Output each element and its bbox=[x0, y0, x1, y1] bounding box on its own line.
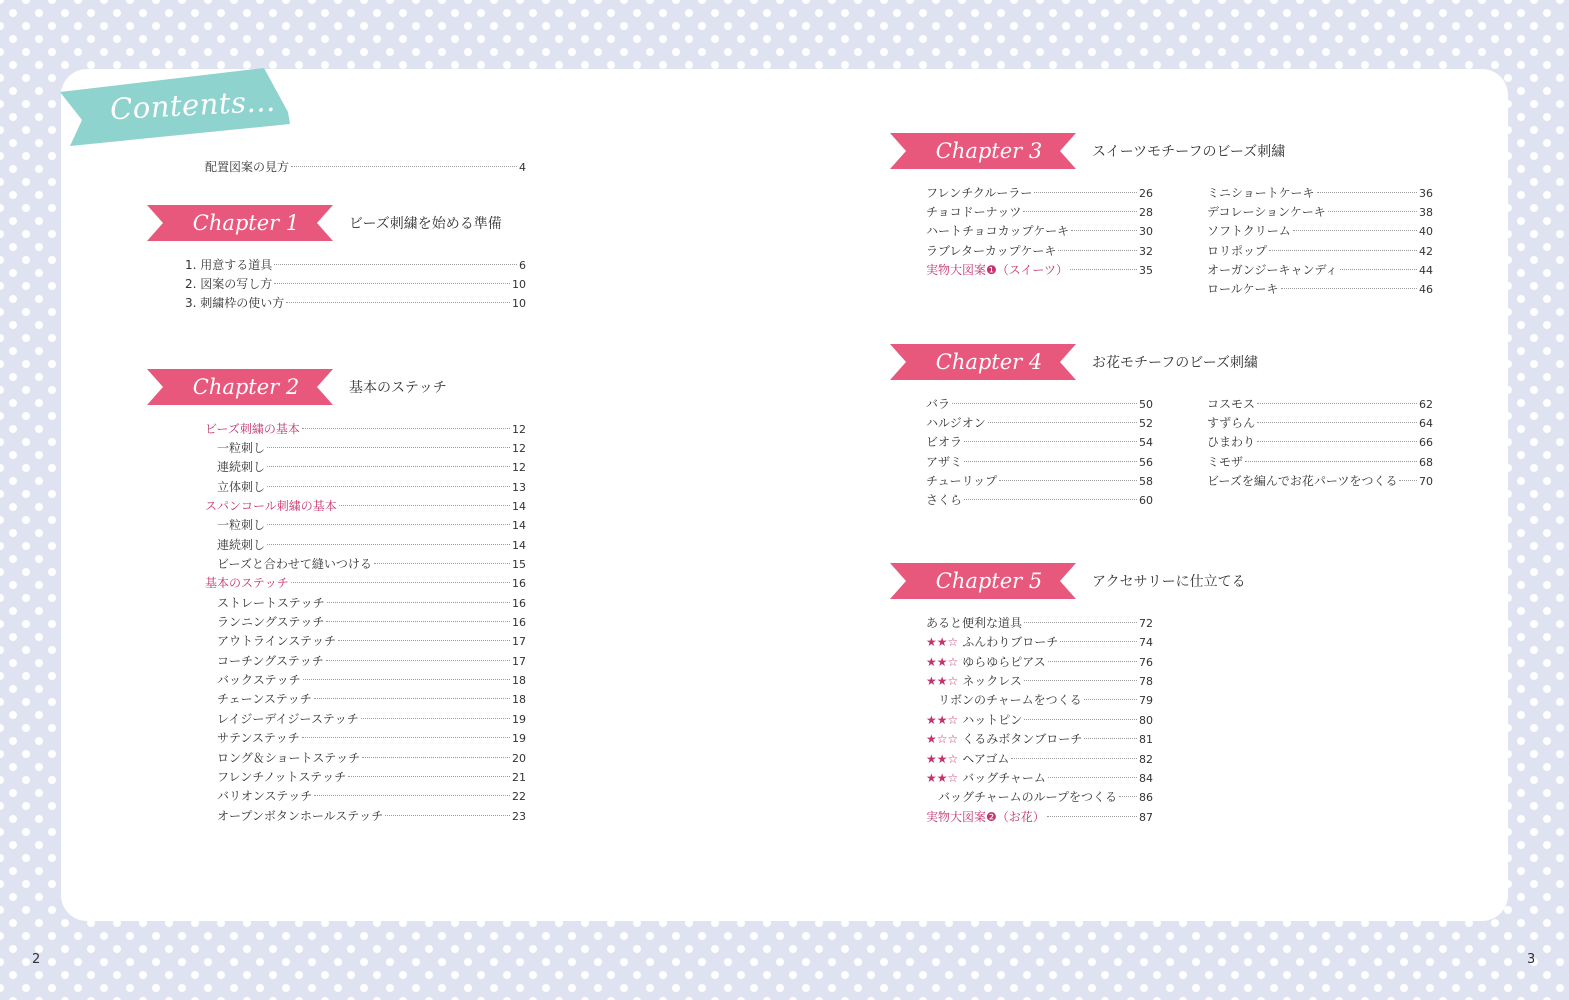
toc-entry[interactable] bbox=[926, 633, 1153, 652]
toc-entry-pattern[interactable] bbox=[926, 261, 1153, 280]
difficulty-stars: ★★☆ bbox=[926, 635, 959, 649]
toc-entry-label: 立体刺し bbox=[217, 480, 266, 494]
toc-section-heading[interactable] bbox=[205, 420, 526, 439]
toc-entry-label: 実物大図案❷（お花） bbox=[926, 810, 1045, 824]
dot-leader bbox=[303, 679, 510, 680]
toc-entry-page: 68 bbox=[1419, 456, 1433, 469]
toc-entry-label: ミモザ bbox=[1207, 455, 1244, 469]
toc-entry-page: 18 bbox=[512, 693, 526, 706]
toc-entry-page: 72 bbox=[1139, 617, 1153, 630]
chapter-2-header bbox=[147, 369, 687, 405]
toc-entry[interactable] bbox=[217, 555, 526, 574]
toc-entry-page: 4 bbox=[519, 161, 526, 174]
dot-leader bbox=[1084, 738, 1137, 739]
toc-entry-page: 70 bbox=[1419, 475, 1433, 488]
toc-entry[interactable] bbox=[938, 788, 1153, 807]
toc-entry-label: フレンチクルーラー bbox=[926, 186, 1033, 200]
dot-leader bbox=[326, 621, 510, 622]
toc-entry-pattern[interactable] bbox=[926, 808, 1153, 827]
chapter-2-title: 基本のステッチ bbox=[349, 380, 447, 396]
toc-entry-page: 76 bbox=[1139, 656, 1153, 669]
dot-leader bbox=[1058, 250, 1137, 251]
toc-entry[interactable] bbox=[217, 652, 526, 671]
toc-entry-label: コーチングステッチ bbox=[217, 654, 324, 668]
toc-entry-label: ヘアゴム bbox=[962, 752, 1010, 766]
toc-entry-page: 35 bbox=[1139, 264, 1153, 277]
page-number-left: 2 bbox=[32, 952, 41, 967]
dot-leader bbox=[326, 660, 510, 661]
toc-entry-page: 78 bbox=[1139, 675, 1153, 688]
toc-entry-label: くるみボタンブローチ bbox=[962, 732, 1083, 746]
toc-entry[interactable] bbox=[926, 242, 1153, 261]
toc-entry-label: サテンステッチ bbox=[217, 731, 300, 745]
dot-leader bbox=[999, 480, 1137, 481]
dot-leader bbox=[988, 422, 1137, 423]
toc-entry-label: ひまわり bbox=[1207, 435, 1256, 449]
dot-leader bbox=[1024, 719, 1137, 720]
toc-entry-page: 15 bbox=[512, 558, 526, 571]
toc-entry-label: 一粒刺し bbox=[217, 441, 266, 455]
dot-leader bbox=[267, 447, 510, 448]
dot-leader bbox=[374, 563, 510, 564]
toc-entry-label: すずらん bbox=[1207, 416, 1256, 430]
toc-entry[interactable] bbox=[217, 516, 526, 535]
toc-entry-page: 23 bbox=[512, 810, 526, 823]
toc-entry-label: リボンのチャームをつくる bbox=[938, 693, 1082, 707]
toc-entry-page: 81 bbox=[1139, 733, 1153, 746]
toc-entry-label: ゆらゆらピアス bbox=[962, 655, 1046, 669]
toc-entry[interactable] bbox=[926, 414, 1153, 433]
toc-entry-label: 基本のステッチ bbox=[205, 576, 289, 590]
toc-entry-label: アウトラインステッチ bbox=[217, 634, 337, 648]
toc-entry-page: 58 bbox=[1139, 475, 1153, 488]
toc-entry-page: 80 bbox=[1139, 714, 1153, 727]
toc-entry-page: 10 bbox=[512, 278, 526, 291]
toc-entry[interactable] bbox=[217, 749, 526, 768]
toc-entry-label: スパンコール刺繍の基本 bbox=[205, 499, 337, 513]
toc-entry-page: 17 bbox=[512, 655, 526, 668]
dot-leader bbox=[314, 795, 510, 796]
toc-entry[interactable] bbox=[1207, 453, 1433, 472]
dot-leader bbox=[1048, 777, 1137, 778]
toc-entry-label: チューリップ bbox=[926, 474, 998, 488]
toc-entry-page: 56 bbox=[1139, 456, 1153, 469]
dot-leader bbox=[385, 815, 510, 816]
toc-entry[interactable] bbox=[185, 294, 526, 313]
toc-entry[interactable] bbox=[926, 472, 1153, 491]
dot-leader bbox=[1084, 699, 1137, 700]
toc-entry-page: 14 bbox=[512, 539, 526, 552]
difficulty-stars: ★☆☆ bbox=[926, 732, 959, 746]
chapter-1-label: Chapter 1 bbox=[192, 211, 300, 235]
dot-leader bbox=[1070, 269, 1137, 270]
toc-entry[interactable] bbox=[1207, 280, 1433, 299]
contents-title-ribbon bbox=[60, 66, 292, 148]
chapter-3-label: Chapter 3 bbox=[935, 139, 1043, 163]
dot-leader bbox=[362, 757, 510, 758]
dot-leader bbox=[1399, 480, 1417, 481]
toc-entry[interactable] bbox=[217, 439, 526, 458]
chapter-4-title: お花モチーフのビーズ刺繍 bbox=[1092, 355, 1259, 371]
dot-leader bbox=[267, 524, 510, 525]
toc-entry[interactable] bbox=[1207, 242, 1433, 261]
toc-entry[interactable] bbox=[926, 730, 1153, 749]
dot-leader bbox=[291, 166, 517, 167]
dot-leader bbox=[338, 640, 510, 641]
toc-entry-page: 16 bbox=[512, 577, 526, 590]
dot-leader bbox=[267, 544, 510, 545]
toc-entry[interactable] bbox=[217, 768, 526, 787]
dot-leader bbox=[302, 737, 510, 738]
toc-entry-label: バックステッチ bbox=[217, 673, 301, 687]
dot-leader bbox=[1269, 250, 1417, 251]
toc-entry[interactable] bbox=[1207, 395, 1433, 414]
toc-entry-label: バラ bbox=[926, 397, 951, 411]
toc-entry-label: ふんわりブローチ bbox=[962, 635, 1059, 649]
toc-entry-label: レイジーデイジーステッチ bbox=[217, 712, 359, 726]
toc-entry-label: 2. 図案の写し方 bbox=[185, 277, 273, 291]
toc-entry-page: 6 bbox=[519, 259, 526, 272]
toc-entry-page: 74 bbox=[1139, 636, 1153, 649]
toc-entry-label: ロールケーキ bbox=[1207, 282, 1279, 296]
toc-entry-label: ネックレス bbox=[962, 674, 1022, 688]
toc-entry-page: 12 bbox=[512, 423, 526, 436]
toc-entry-label: ランニングステッチ bbox=[217, 615, 325, 629]
toc-entry-page: 18 bbox=[512, 674, 526, 687]
toc-entry-page: 79 bbox=[1139, 694, 1153, 707]
toc-entry-label: 連続刺し bbox=[217, 538, 266, 552]
toc-entry-page: 87 bbox=[1139, 811, 1153, 824]
dot-leader bbox=[1047, 816, 1137, 817]
toc-entry-page: 44 bbox=[1419, 264, 1433, 277]
difficulty-stars: ★★☆ bbox=[926, 655, 959, 669]
toc-entry-page: 42 bbox=[1419, 245, 1433, 258]
toc-entry-label: アザミ bbox=[926, 455, 963, 469]
toc-entry-page: 40 bbox=[1419, 225, 1433, 238]
toc-entry-page: 50 bbox=[1139, 398, 1153, 411]
dot-leader bbox=[1328, 211, 1417, 212]
toc-entry[interactable] bbox=[1207, 433, 1433, 452]
dot-leader bbox=[1281, 288, 1417, 289]
toc-entry-label: デコレーションケーキ bbox=[1207, 205, 1326, 219]
dot-leader bbox=[1060, 641, 1137, 642]
toc-entry-label: ソフトクリーム bbox=[1207, 224, 1291, 238]
toc-entry-page: 14 bbox=[512, 500, 526, 513]
dot-leader bbox=[1257, 441, 1417, 442]
toc-entry[interactable] bbox=[217, 729, 526, 748]
toc-entry-label: オープンボタンホールステッチ bbox=[217, 809, 384, 823]
toc-entry[interactable] bbox=[1207, 472, 1433, 491]
toc-entry[interactable] bbox=[926, 711, 1153, 730]
toc-entry-page: 82 bbox=[1139, 753, 1153, 766]
chapter-4-label: Chapter 4 bbox=[935, 350, 1043, 374]
difficulty-stars: ★★☆ bbox=[926, 771, 959, 785]
dot-leader bbox=[361, 718, 510, 719]
toc-entry[interactable] bbox=[926, 769, 1153, 788]
toc-entry[interactable] bbox=[217, 478, 526, 497]
toc-entry-page: 54 bbox=[1139, 436, 1153, 449]
difficulty-stars: ★★☆ bbox=[926, 752, 959, 766]
chapter-1-title: ビーズ刺繍を始める準備 bbox=[349, 216, 502, 232]
toc-entry[interactable] bbox=[217, 458, 526, 477]
toc-entry[interactable] bbox=[938, 691, 1153, 710]
toc-entry[interactable] bbox=[1207, 222, 1433, 241]
toc-entry[interactable] bbox=[1207, 184, 1433, 203]
toc-entry-label: フレンチノットステッチ bbox=[217, 770, 347, 784]
toc-entry-page: 30 bbox=[1139, 225, 1153, 238]
toc-entry-label: ミニショートケーキ bbox=[1207, 186, 1315, 200]
toc-entry-label: 1. 用意する道具 bbox=[185, 258, 273, 272]
toc-entry-label: 連続刺し bbox=[217, 460, 266, 474]
toc-entry-label: あると便利な道具 bbox=[926, 616, 1023, 630]
difficulty-stars: ★★☆ bbox=[926, 713, 959, 727]
toc-entry[interactable] bbox=[926, 395, 1153, 414]
toc-entry-page: 52 bbox=[1139, 417, 1153, 430]
toc-entry-label: ビーズ刺繍の基本 bbox=[205, 422, 300, 436]
toc-entry-label: ラブレターカップケーキ bbox=[926, 244, 1057, 258]
dot-leader bbox=[327, 602, 510, 603]
toc-entry-page: 14 bbox=[512, 519, 526, 532]
toc-entry-page: 20 bbox=[512, 752, 526, 765]
dot-leader bbox=[1257, 422, 1417, 423]
toc-entry[interactable] bbox=[185, 256, 526, 275]
contents-title: Contents... bbox=[109, 83, 277, 127]
toc-entry-label: ストレートステッチ bbox=[217, 596, 325, 610]
toc-entry[interactable] bbox=[926, 184, 1153, 203]
toc-entry-page: 38 bbox=[1419, 206, 1433, 219]
toc-entry[interactable] bbox=[1207, 414, 1433, 433]
chapter-3-header bbox=[890, 133, 1430, 169]
dot-leader bbox=[267, 466, 510, 467]
dot-leader bbox=[274, 264, 517, 265]
toc-entry[interactable] bbox=[185, 275, 526, 294]
toc-entry-label: ビーズと合わせて縫いつける bbox=[217, 557, 372, 571]
toc-entry-label: ロング＆ショートステッチ bbox=[217, 751, 361, 765]
chapter-5-label: Chapter 5 bbox=[935, 569, 1043, 593]
dot-leader bbox=[286, 302, 510, 303]
dot-leader bbox=[274, 283, 510, 284]
toc-entry[interactable] bbox=[926, 491, 1153, 510]
toc-entry-label: バッグチャーム bbox=[962, 771, 1046, 785]
dot-leader bbox=[339, 505, 510, 506]
dot-leader bbox=[291, 582, 510, 583]
toc-entry-page: 46 bbox=[1419, 283, 1433, 296]
toc-entry[interactable] bbox=[1207, 261, 1433, 280]
toc-entry-page: 21 bbox=[512, 771, 526, 784]
toc-entry-page: 16 bbox=[512, 616, 526, 629]
dot-leader bbox=[952, 403, 1137, 404]
toc-entry-label: ハットピン bbox=[962, 713, 1023, 727]
toc-entry[interactable] bbox=[926, 614, 1153, 633]
toc-section-heading[interactable] bbox=[205, 497, 526, 516]
toc-entry[interactable] bbox=[926, 750, 1153, 769]
toc-entry-page: 86 bbox=[1139, 791, 1153, 804]
toc-entry-page: 64 bbox=[1419, 417, 1433, 430]
dot-leader bbox=[1293, 230, 1417, 231]
toc-entry-page: 84 bbox=[1139, 772, 1153, 785]
toc-entry-page: 36 bbox=[1419, 187, 1433, 200]
toc-entry-page: 17 bbox=[512, 635, 526, 648]
toc-entry[interactable] bbox=[926, 672, 1153, 691]
dot-leader bbox=[302, 428, 510, 429]
toc-entry-label: 配置図案の見方 bbox=[205, 160, 290, 174]
dot-leader bbox=[964, 441, 1137, 442]
dot-leader bbox=[1034, 192, 1137, 193]
toc-entry-label: 3. 刺繍枠の使い方 bbox=[185, 296, 285, 310]
dot-leader bbox=[267, 486, 510, 487]
toc-entry-page: 16 bbox=[512, 597, 526, 610]
toc-entry-page: 13 bbox=[512, 481, 526, 494]
dot-leader bbox=[964, 499, 1137, 500]
toc-entry-label: バッグチャームのループをつくる bbox=[938, 790, 1118, 804]
toc-entry-label: 一粒刺し bbox=[217, 518, 266, 532]
dot-leader bbox=[964, 461, 1137, 462]
dot-leader bbox=[1023, 211, 1137, 212]
dot-leader bbox=[314, 698, 510, 699]
toc-entry-label: バリオンステッチ bbox=[217, 789, 313, 803]
toc-entry-label: ハートチョコカップケーキ bbox=[926, 224, 1070, 238]
toc-section-heading[interactable] bbox=[205, 574, 526, 593]
dot-leader bbox=[1119, 796, 1137, 797]
toc-entry-page: 62 bbox=[1419, 398, 1433, 411]
dot-leader bbox=[1071, 230, 1137, 231]
dot-leader bbox=[1257, 403, 1417, 404]
toc-entry-label: さくら bbox=[926, 493, 963, 507]
toc-entry-label: ビオラ bbox=[926, 435, 963, 449]
chapter-5-title: アクセサリーに仕立てる bbox=[1092, 574, 1246, 590]
toc-entry[interactable] bbox=[926, 453, 1153, 472]
toc-entry[interactable] bbox=[217, 710, 526, 729]
toc-entry[interactable] bbox=[217, 594, 526, 613]
chapter-2-label: Chapter 2 bbox=[192, 375, 300, 399]
toc-entry-page: 26 bbox=[1139, 187, 1153, 200]
toc-entry-label: ハルジオン bbox=[926, 416, 986, 430]
toc-entry-label: コスモス bbox=[1207, 397, 1256, 411]
dot-leader bbox=[1245, 461, 1417, 462]
toc-entry[interactable] bbox=[926, 653, 1153, 672]
toc-entry-label: ロリポップ bbox=[1207, 244, 1268, 258]
toc-entry-label: オーガンジーキャンディ bbox=[1207, 263, 1338, 277]
dot-leader bbox=[1340, 269, 1417, 270]
dot-leader bbox=[1011, 758, 1137, 759]
dot-leader bbox=[1317, 192, 1417, 193]
toc-entry-page: 22 bbox=[512, 790, 526, 803]
toc-entry-page: 32 bbox=[1139, 245, 1153, 258]
toc-entry-page: 60 bbox=[1139, 494, 1153, 507]
toc-entry[interactable] bbox=[926, 203, 1153, 222]
toc-entry[interactable] bbox=[217, 807, 526, 826]
toc-entry-label: チョコドーナッツ bbox=[926, 205, 1022, 219]
dot-leader bbox=[1048, 661, 1137, 662]
chapter-3-title: スイーツモチーフのビーズ刺繍 bbox=[1092, 144, 1286, 160]
toc-entry-label: 実物大図案❶（スイーツ） bbox=[926, 263, 1069, 277]
toc-entry-page: 19 bbox=[512, 713, 526, 726]
toc-entry[interactable] bbox=[217, 536, 526, 555]
toc-entry[interactable] bbox=[217, 632, 526, 651]
difficulty-stars: ★★☆ bbox=[926, 674, 959, 688]
toc-entry-page: 12 bbox=[512, 461, 526, 474]
toc-entry-label: チェーンステッチ bbox=[217, 692, 312, 706]
toc-entry-page: 28 bbox=[1139, 206, 1153, 219]
toc-entry[interactable] bbox=[217, 613, 526, 632]
toc-entry[interactable] bbox=[217, 690, 526, 709]
toc-entry[interactable] bbox=[217, 671, 526, 690]
chapter-4-header bbox=[890, 344, 1430, 380]
chapter-1-header bbox=[147, 205, 687, 241]
dot-leader bbox=[348, 776, 510, 777]
dot-leader bbox=[1024, 680, 1137, 681]
toc-entry-page: 10 bbox=[512, 297, 526, 310]
toc-entry[interactable] bbox=[926, 433, 1153, 452]
toc-entry[interactable] bbox=[926, 222, 1153, 241]
toc-entry-label: ビーズを編んでお花パーツをつくる bbox=[1207, 474, 1398, 488]
toc-entry[interactable] bbox=[217, 787, 526, 806]
page-number-right: 3 bbox=[1527, 952, 1536, 967]
chapter-5-header bbox=[890, 563, 1430, 599]
toc-entry-page: 66 bbox=[1419, 436, 1433, 449]
toc-entry-intro[interactable] bbox=[205, 158, 526, 177]
toc-entry-page: 19 bbox=[512, 732, 526, 745]
toc-entry-page: 12 bbox=[512, 442, 526, 455]
toc-entry[interactable] bbox=[1207, 203, 1433, 222]
dot-leader bbox=[1024, 622, 1137, 623]
